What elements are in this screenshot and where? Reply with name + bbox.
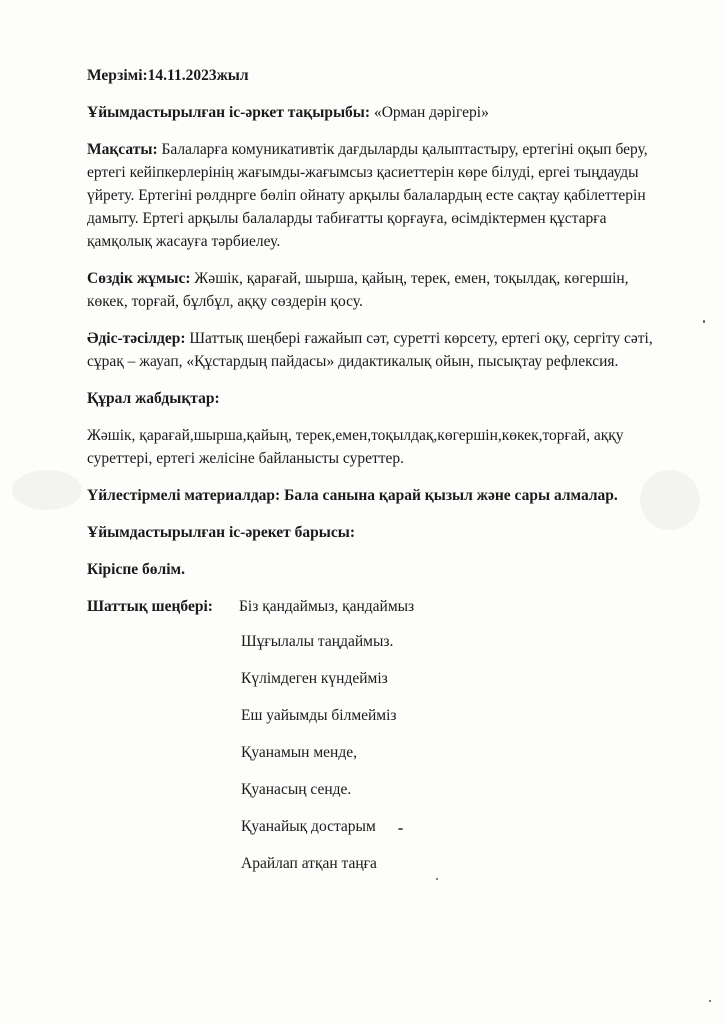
tools-paragraph: Жәшік, қарағай,шырша,қайың, терек,емен,тоқылдақ,көгершін,көкек,торғай, аққу суреттері, ертегі желісіне байланысты суреттер. <box>87 427 624 467</box>
poem-lines <box>239 630 667 912</box>
document-body <box>87 64 667 926</box>
goal-paragraph: Мақсаты: Балаларға комуникативтік дағдыларды қалыптастыру, ертегіні оқып беру, ертегі кейіпкерлерінің жағымды-жағымсыз қасиеттерін көре білуді, ергеі тыңдауды үйрету. Ертегіні рөлднрге бөліп ойнату арқылы балалардың есте сақтау қабілеттерін дамыту. Ертегі арқылы балаларды табиғатты қорғауға, өсімдіктермен құстарға қамқолық жасауға тәрбиелеу. <box>87 141 648 250</box>
poem-line: Арайлап атқан таңға <box>241 855 377 872</box>
scan-speck <box>703 320 705 323</box>
poem-line: Шұғылалы таңдаймыз. <box>241 633 394 650</box>
topic-line: Ұйымдастырылған іс-әркет тақырыбы: «Орман дәрігері» <box>87 104 489 121</box>
poem-line: Қуанайық достарым <box>241 818 376 835</box>
process-heading: Ұйымдастырылған іс-әрекет барысы: <box>87 524 355 541</box>
vocab-paragraph: Сөздік жұмыс: Жәшік, қарағай, шырша, қайың, терек, емен, тоқылдақ, көгершін, көкек, торғай, бұлбұл, аққу сөздерін қосу. <box>87 270 629 310</box>
poem-line: Қуанамын менде, <box>241 744 357 761</box>
poem-line: Күлімдеген күндейміз <box>241 670 388 687</box>
poem-line <box>239 889 667 912</box>
date-line: Мерзімі:14.11.2023жыл <box>87 67 249 84</box>
tools-heading: Құрал жабдықтар: <box>87 390 220 407</box>
poem-line: Еш уайымды білмейміз <box>241 707 397 724</box>
poem-line: Біз қандаймыз, қандаймыз <box>239 598 415 615</box>
scan-speck <box>709 1000 711 1002</box>
poem-first-row <box>87 595 667 618</box>
scan-speck <box>436 878 438 880</box>
intro-heading: Кіріспе бөлім. <box>87 561 185 578</box>
scan-smudge <box>12 470 82 510</box>
methods-paragraph: Әдіс-тәсілдер: Шаттық шеңбері ғажайып сәт, суретті көрсету, ертегі оқу, сергіту сәті, сұрақ – жауап, «Құстардың пайдасы» дидактикалық ойын, пысықтау рефлексия. <box>87 330 653 370</box>
materials-heading: Үйлестірмелі материалдар: Бала санына қарай қызыл және сары алмалар. <box>87 487 618 504</box>
poem-line: Қуанасың сенде. <box>241 781 352 798</box>
poem-label: Шаттық шеңбері: <box>87 598 213 615</box>
scan-speck <box>398 828 403 830</box>
